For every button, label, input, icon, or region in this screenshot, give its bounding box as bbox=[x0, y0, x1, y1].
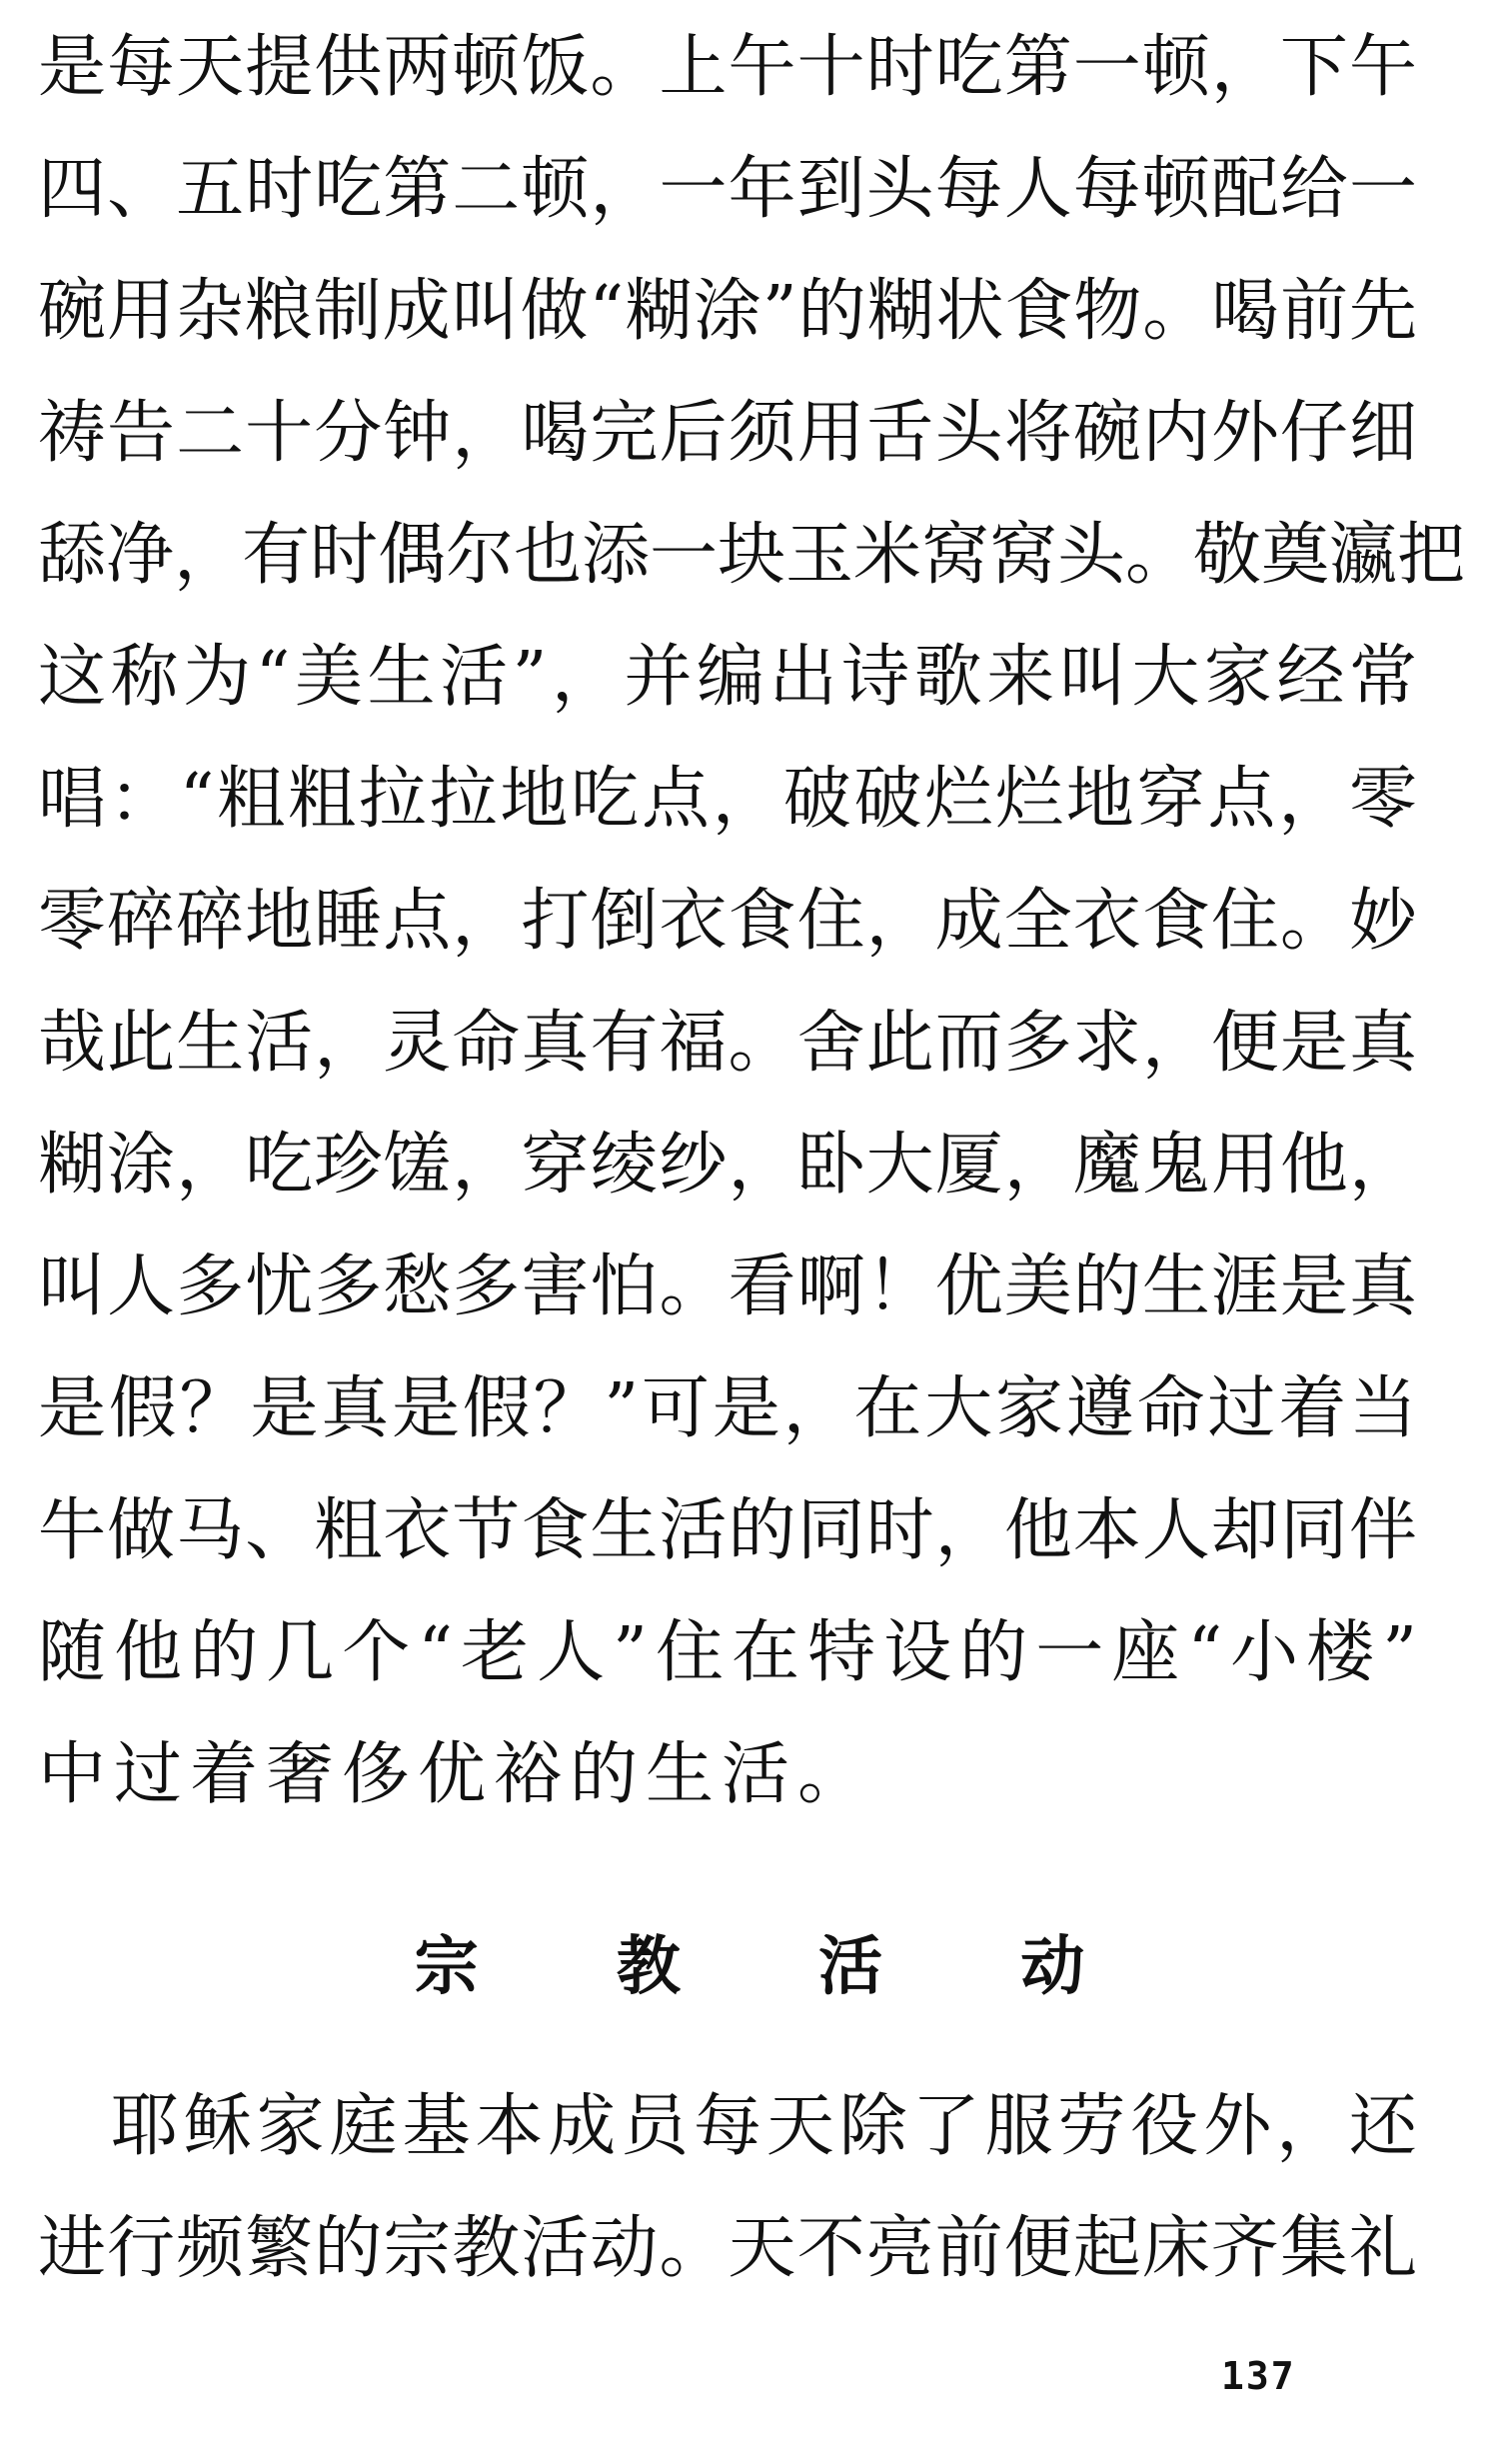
text-line: 唱：“粗粗拉拉地吃点，破破烂烂地穿点，零 bbox=[38, 760, 1417, 839]
section-heading: 宗 教 活 动 bbox=[414, 1930, 1143, 2004]
text-line: 祷告二十分钟，喝完后须用舌头将碗内外仔细 bbox=[38, 394, 1417, 473]
text-line: 哉此生活，灵命真有福。舍此而多求，便是真 bbox=[38, 1004, 1417, 1083]
text-line: 舔净，有时偶尔也添一块玉米窝窝头。敬奠瀛把 bbox=[38, 516, 1466, 595]
text-line: 进行频繁的宗教活动。天不亮前便起床齐集礼 bbox=[38, 2209, 1417, 2288]
page-number: 137 bbox=[1221, 2354, 1296, 2398]
text-line: 碗用杂粮制成叫做“糊涂”的糊状食物。喝前先 bbox=[38, 272, 1417, 351]
text-line: 随他的几个“老人”住在特设的一座“小楼” bbox=[38, 1613, 1417, 1692]
text-line: 是每天提供两顿饭。上午十时吃第一顿，下午 bbox=[38, 28, 1417, 107]
text-line: 四、五时吃第二顿，一年到头每人每顿配给一 bbox=[38, 150, 1417, 229]
text-line: 牛做马、粗衣节食生活的同时，他本人却同伴 bbox=[38, 1491, 1417, 1570]
text-line: 叫人多忧多愁多害怕。看啊！优美的生涯是真 bbox=[38, 1247, 1417, 1326]
text-line: 是假？是真是假？”可是，在大家遵命过着当 bbox=[38, 1369, 1417, 1448]
text-line: 糊涂，吃珍馐，穿绫纱，卧大厦，魔鬼用他， bbox=[38, 1126, 1417, 1205]
text-line: 零碎碎地睡点，打倒衣食住，成全衣食住。妙 bbox=[38, 882, 1417, 961]
text-line: 中过着奢侈优裕的生活。 bbox=[38, 1735, 874, 1814]
text-line: 这称为“美生活”，并编出诗歌来叫大家经常 bbox=[38, 638, 1417, 717]
text-line: 耶稣家庭基本成员每天除了服劳役外，还 bbox=[38, 2087, 1417, 2166]
